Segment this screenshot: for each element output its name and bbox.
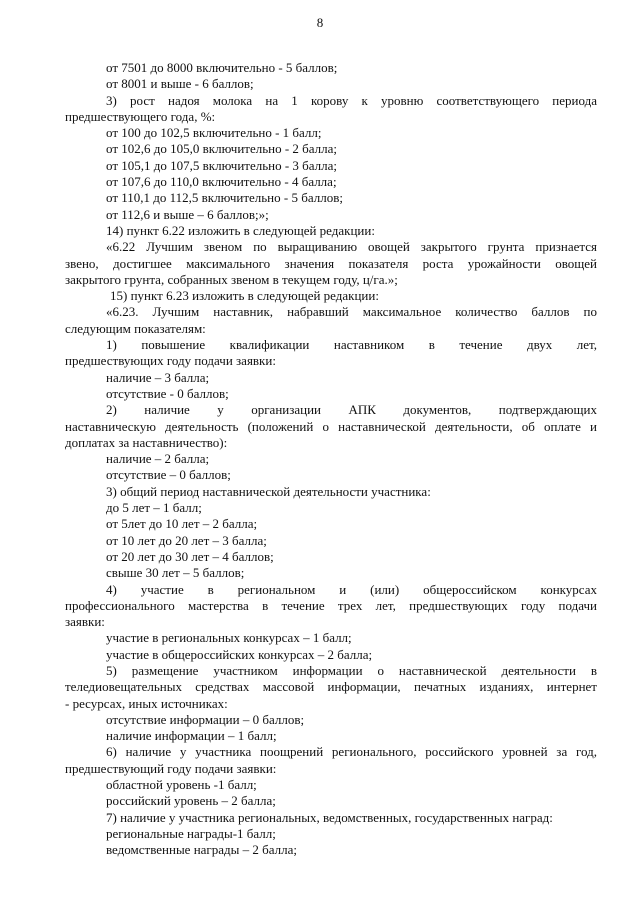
text-line: ведомственные награды – 2 балла; xyxy=(106,842,297,858)
text-line: от 10 лет до 20 лет – 3 балла; xyxy=(106,532,267,548)
text-line: региональные награды-1 балл; xyxy=(106,825,276,841)
text-line: 3) общий период наставнической деятельности участника: xyxy=(106,483,431,499)
text-line: от 102,6 до 105,0 включительно - 2 балла; xyxy=(106,141,338,157)
text-line: доплатах за наставничество): xyxy=(65,434,228,450)
text-line: 14) пункт 6.22 изложить в следующей редакции: xyxy=(106,222,375,238)
text-line: свыше 30 лет – 5 баллов; xyxy=(106,565,245,581)
text-line: отсутствие - 0 баллов; xyxy=(106,385,229,401)
text-line: предшествующих году подачи заявки: xyxy=(65,353,276,369)
text-line: следующим показателям: xyxy=(65,320,206,336)
text-line: областной уровень -1 балл; xyxy=(106,777,257,793)
text-line: наличие информации – 1 балл; xyxy=(106,728,277,744)
text-line: предшествующего года, %: xyxy=(65,108,216,124)
text-line: от 110,1 до 112,5 включительно - 5 баллов; xyxy=(106,190,343,206)
text-line: от 20 лет до 30 лет – 4 баллов; xyxy=(106,548,274,564)
text-line: российский уровень – 2 балла; xyxy=(106,793,276,809)
text-line: от 105,1 до 107,5 включительно - 3 балла; xyxy=(106,157,338,173)
text-line: 7) наличие у участника региональных, ведомственных, государственных наград: xyxy=(106,809,553,825)
text-line: наличие – 2 балла; xyxy=(106,451,210,467)
document-body xyxy=(65,60,597,859)
text-line: от 8001 и выше - 6 баллов; xyxy=(106,76,254,92)
text-line: отсутствие – 0 баллов; xyxy=(106,467,231,483)
text-line: до 5 лет – 1 балл; xyxy=(106,500,202,516)
text-line: профессионального мастерства в течение трех лет, предшествующих году подачи xyxy=(65,597,597,613)
text-line: от 100 до 102,5 включительно - 1 балл; xyxy=(106,125,322,141)
text-line: от 5лет до 10 лет – 2 балла; xyxy=(106,516,258,532)
text-line: звено, достигшее максимального значения показателя роста урожайности овощей xyxy=(65,255,597,271)
text-line: участие в общероссийских конкурсах – 2 балла; xyxy=(106,646,373,662)
text-line: наставническую деятельность (положений о наставнической деятельности, об оплате и xyxy=(65,418,597,434)
text-line: «6.22 Лучшим звеном по выращиванию овощей закрытого грунта признается xyxy=(106,239,597,255)
text-line: 15) пункт 6.23 изложить в следующей редакции: xyxy=(110,288,379,304)
text-line: заявки: xyxy=(65,614,105,630)
text-line: наличие – 3 балла; xyxy=(106,369,210,385)
text-line: 3) рост надоя молока на 1 корову к уровню соответствующего периода xyxy=(106,92,597,108)
text-line: «6.23. Лучшим наставник, набравший максимальное количество баллов по xyxy=(106,304,597,320)
text-line: 1) повышение квалификации наставником в течение двух лет, xyxy=(106,337,597,353)
text-line: от 112,6 и выше – 6 баллов;»; xyxy=(106,206,269,222)
text-line: от 107,6 до 110,0 включительно - 4 балла; xyxy=(106,174,337,190)
text-line: закрытого грунта, собранных звеном в текущем году, ц/га.»; xyxy=(65,271,398,287)
text-line: теледиовещательных средствах массовой информации, печатных изданиях, интернет xyxy=(65,679,597,695)
text-line: 5) размещение участником информации о наставнической деятельности в xyxy=(106,662,597,678)
text-line: 4) участие в региональном и (или) общероссийском конкурсах xyxy=(106,581,597,597)
page-number: 8 xyxy=(316,15,324,30)
text-line: - ресурсах, иных источниках: xyxy=(65,695,228,711)
text-line: предшествующий году подачи заявки: xyxy=(65,760,277,776)
text-line: 2) наличие у организации АПК документов, подтверждающих xyxy=(106,402,597,418)
text-line: участие в региональных конкурсах – 1 балл; xyxy=(106,630,352,646)
text-line: от 7501 до 8000 включительно - 5 баллов; xyxy=(106,60,338,75)
text-line: 6) наличие у участника поощрений регионального, российского уровней за год, xyxy=(106,744,597,760)
text-line: отсутствие информации – 0 баллов; xyxy=(106,711,305,727)
